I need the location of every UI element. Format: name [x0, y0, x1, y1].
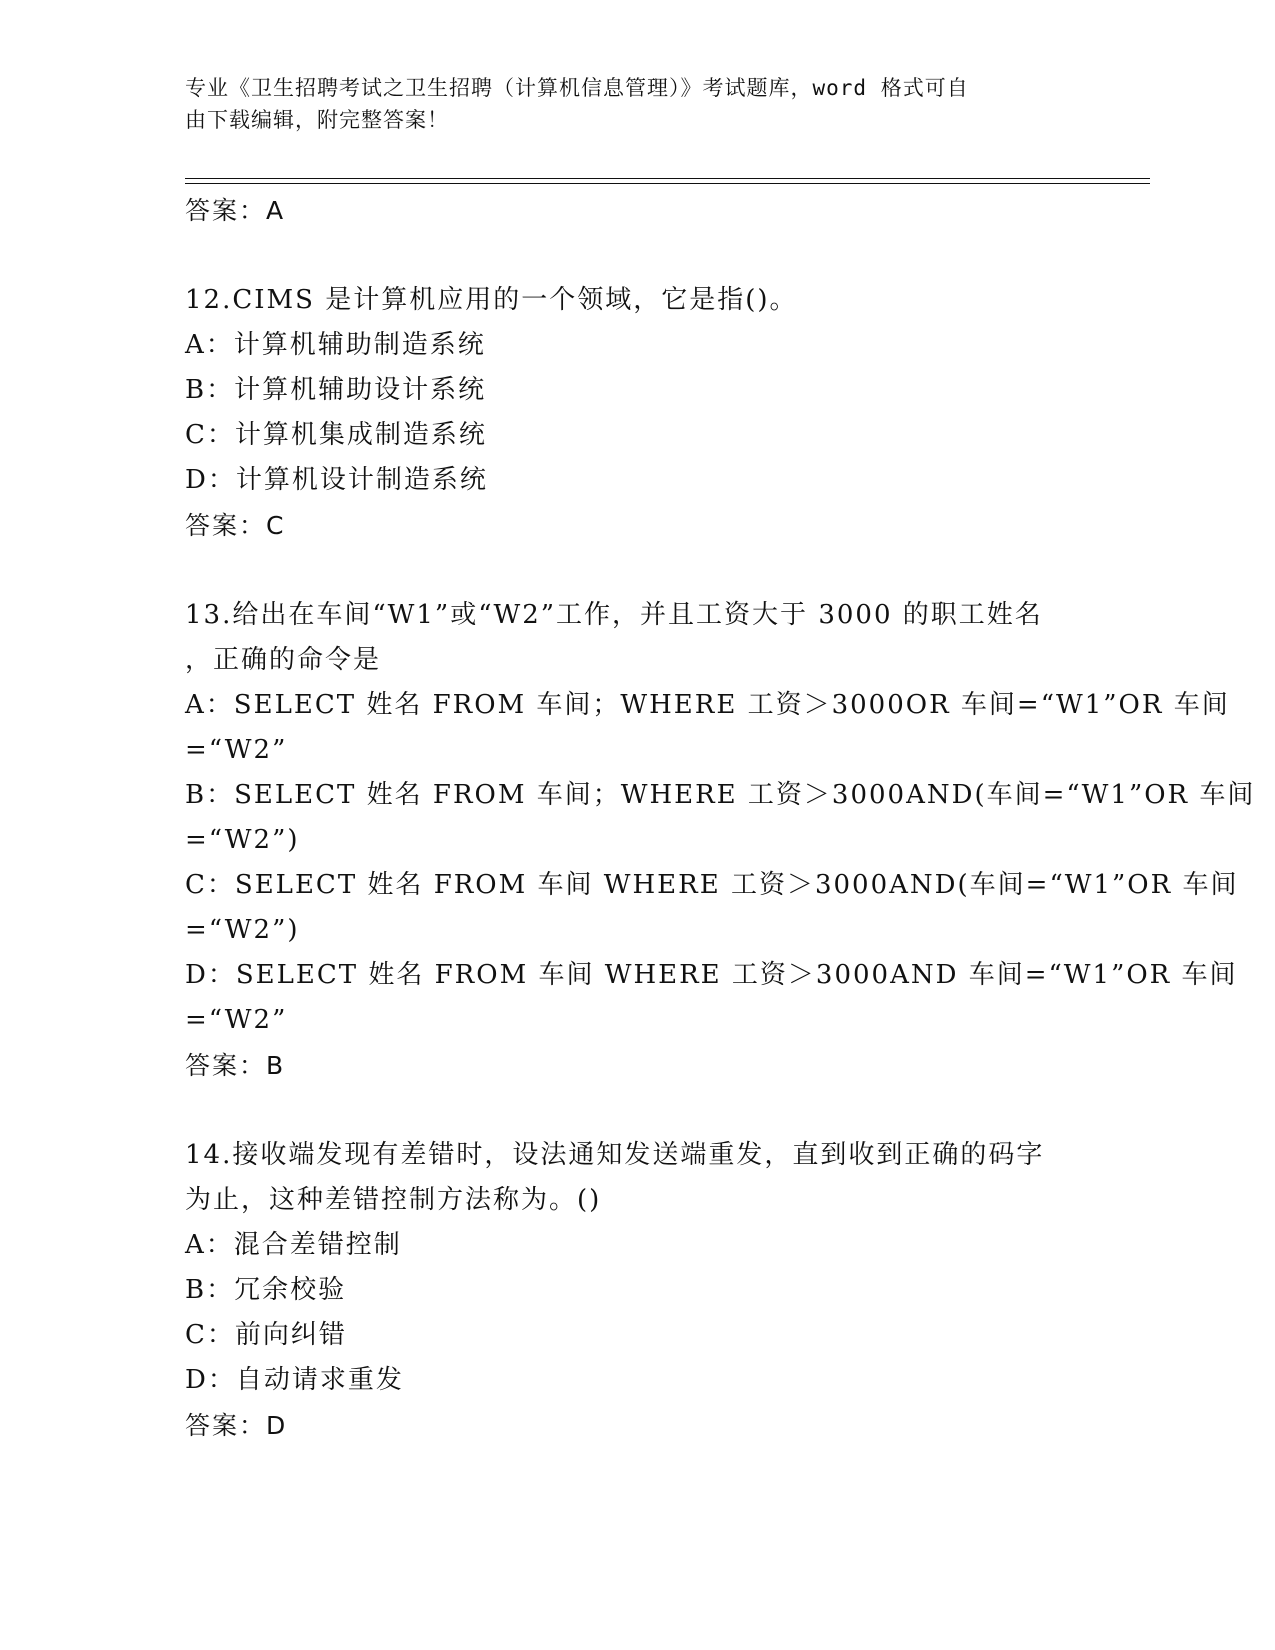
option-d: D：自动请求重发	[185, 1365, 404, 1395]
previous-answer: 答案：A	[185, 196, 286, 225]
option-a-continued: =“W2”	[185, 735, 288, 765]
header-line-2: 由下载编辑，附完整答案！	[185, 108, 449, 132]
option-c: C：计算机集成制造系统	[185, 420, 487, 450]
question-13	[185, 593, 1256, 1088]
option-c: C：SELECT 姓名 FROM 车间 WHERE 工资＞3000AND(车间=“W1”OR 车间	[185, 870, 1239, 900]
answer-line: 答案：B	[185, 1051, 286, 1080]
spacer	[185, 233, 1115, 278]
question-12	[185, 278, 1115, 548]
option-a: A：SELECT 姓名 FROM 车间；WHERE 工资＞3000OR 车间=“W1”OR 车间	[185, 690, 1230, 720]
question-list	[185, 188, 1256, 1448]
question-stem-continued: ，正确的命令是	[185, 645, 382, 675]
header-line-1: 专业《卫生招聘考试之卫生招聘（计算机信息管理）》考试题库，word 格式可自	[185, 76, 969, 100]
spacer	[185, 1088, 1115, 1133]
option-c: C：前向纠错	[185, 1320, 347, 1350]
option-b: B：计算机辅助设计系统	[185, 375, 487, 405]
question-14	[185, 1133, 1115, 1448]
option-c-continued: =“W2”)	[185, 915, 300, 945]
option-d: D：SELECT 姓名 FROM 车间 WHERE 工资＞3000AND 车间=“W1”OR 车间	[185, 960, 1238, 990]
option-a: A：混合差错控制	[185, 1230, 402, 1260]
option-d-continued: =“W2”	[185, 1005, 288, 1035]
option-b: B：冗余校验	[185, 1275, 347, 1305]
page-header	[185, 72, 1065, 136]
header-divider-top	[185, 178, 1150, 179]
question-stem-continued: 为止，这种差错控制方法称为。()	[185, 1185, 602, 1215]
answer-line: 答案：C	[185, 511, 286, 540]
option-b: B：SELECT 姓名 FROM 车间；WHERE 工资＞3000AND(车间=“W1”OR 车间	[185, 780, 1256, 810]
option-d: D：计算机设计制造系统	[185, 465, 488, 495]
question-stem: 13.给出在车间“W1”或“W2”工作，并且工资大于 3000 的职工姓名	[185, 600, 1043, 630]
answer-line: 答案：D	[185, 1411, 288, 1440]
option-a: A：计算机辅助制造系统	[185, 330, 486, 360]
question-stem: 14.接收端发现有差错时，设法通知发送端重发，直到收到正确的码字	[185, 1140, 1045, 1170]
option-b-continued: =“W2”)	[185, 825, 300, 855]
question-stem: 12.CIMS 是计算机应用的一个领域，它是指()。	[185, 285, 798, 315]
header-divider-bottom	[185, 183, 1150, 184]
spacer	[185, 548, 1115, 593]
